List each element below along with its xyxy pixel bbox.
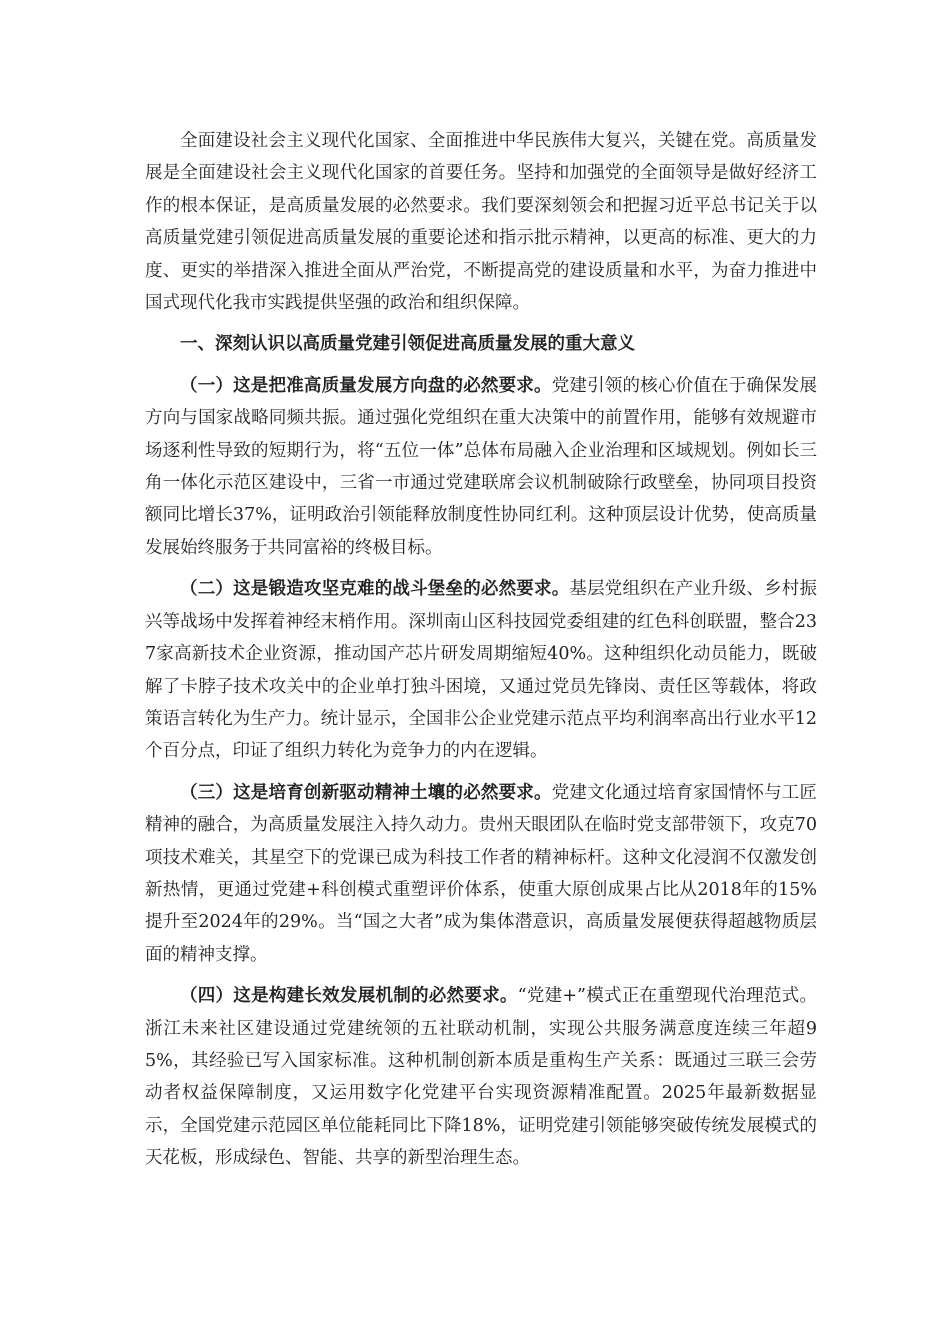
point-paragraph-1 bbox=[145, 370, 817, 564]
point-lead-2: （二）这是锻造攻坚克难的战斗堡垒的必然要求。 bbox=[180, 579, 570, 600]
point-paragraph-3 bbox=[145, 777, 817, 971]
point-lead-3: （三）这是培育创新驱动精神土壤的必然要求。 bbox=[180, 782, 552, 803]
point-paragraph-2 bbox=[145, 573, 817, 767]
point-lead-1: （一）这是把准高质量发展方向盘的必然要求。 bbox=[180, 375, 552, 396]
point-lead-4: （四）这是构建长效发展机制的必然要求。 bbox=[180, 986, 518, 1007]
point-body-4: “党建+”模式正在重塑现代治理范式。浙江未来社区建设通过党建统领的五社联动机制，实现公共服务满意度连续三年超95%，其经验已写入国家标准。这种机制创新本质是重构生产关系：既通过三联三会劳动者权益保障制度，又运用数字化党建平台实现资源精准配置。2025年最新数据显示，全国党建示范园区单位能耗同比下降18%，证明党建引领能够突破传统发展模式的天花板，形成绿色、智能、共享的新型治理生态。 bbox=[145, 986, 817, 1169]
point-body-2: 基层党组织在产业升级、乡村振兴等战场中发挥着神经末梢作用。深圳南山区科技园党委组建的红色科创联盟，整合237家高新技术企业资源，推动国产芯片研发周期缩短40%。这种组织化动员能力，既破解了卡脖子技术攻关中的企业单打独斗困境，又通过党员先锋岗、责任区等载体，将政策语言转化为生产力。统计显示，全国非公企业党建示范点平均利润率高出行业水平12个百分点，印证了组织力转化为竞争力的内在逻辑。 bbox=[145, 579, 818, 762]
point-body-3: 党建文化通过培育家国情怀与工匠精神的融合，为高质量发展注入持久动力。贵州天眼团队在临时党支部带领下，攻克70项技术难关，其星空下的党课已成为科技工作者的精神标杆。这种文化浸润不仅激发创新热情，更通过党建+科创模式重塑评价体系，使重大原创成果占比从2018年的15%提升至2024年的29%。当“国之大者”成为集体潜意识，高质量发展便获得超越物质层面的精神支撑。 bbox=[145, 782, 818, 965]
point-paragraph-4 bbox=[145, 980, 817, 1174]
document-page bbox=[145, 125, 817, 1175]
point-body-1: 党建引领的核心价值在于确保发展方向与国家战略同频共振。通过强化党组织在重大决策中的前置作用，能够有效规避市场逐利性导致的短期行为，将“五位一体”总体布局融入企业治理和区域规划。例如长三角一体化示范区建设中，三省一市通过党建联席会议机制破除行政壁垒，协同项目投资额同比增长37%，证明政治引领能释放制度性协同红利。这种顶层设计优势，使高质量发展始终服务于共同富裕的终极目标。 bbox=[145, 375, 818, 558]
section-heading: 一、深刻认识以高质量党建引领促进高质量发展的重大意义 bbox=[180, 334, 635, 355]
intro-paragraph: 全面建设社会主义现代化国家、全面推进中华民族伟大复兴，关键在党。高质量发展是全面建设社会主义现代化国家的首要任务。坚持和加强党的全面领导是做好经济工作的根本保证，是高质量发展的必然要求。我们要深刻领会和把握习近平总书记关于以高质量党建引领促进高质量发展的重要论述和指示批示精神，以更高的标准、更大的力度、更实的举措深入推进全面从严治党，不断提高党的建设质量和水平，为奋力推进中国式现代化我市实践提供坚强的政治和组织保障。 bbox=[145, 131, 817, 314]
